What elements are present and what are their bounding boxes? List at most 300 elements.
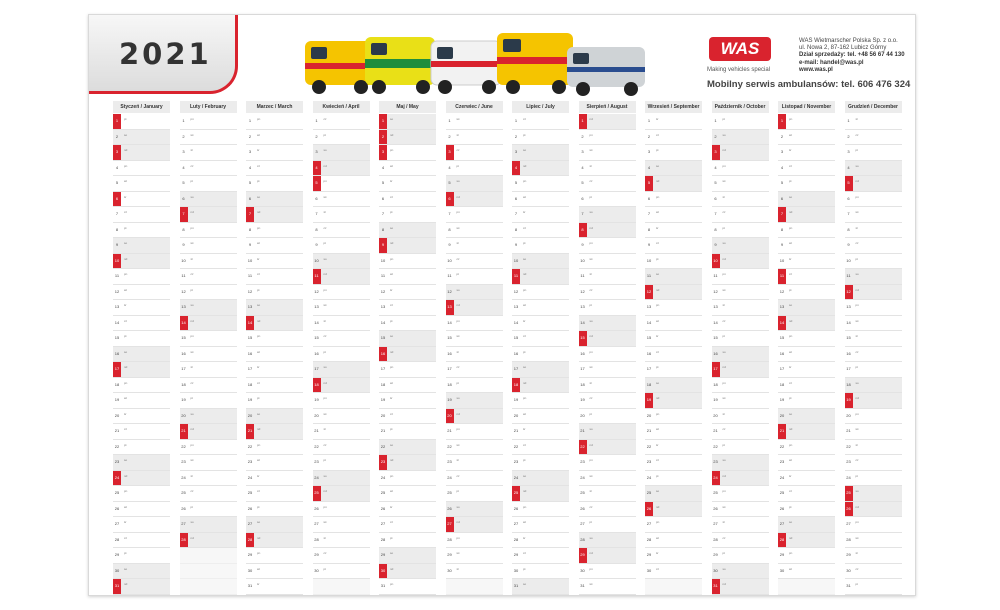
weekday-label: wt <box>323 411 327 416</box>
day-number: 12 <box>447 288 452 294</box>
weekday-label: nd <box>190 427 194 431</box>
weekday-label: pt <box>456 380 460 385</box>
weekday-label: pt <box>323 349 327 354</box>
day-row <box>778 300 835 316</box>
day-row <box>778 130 835 146</box>
weekday-label: nd <box>855 287 859 292</box>
day-number: 2 <box>714 133 717 139</box>
weekday-label: pt <box>722 442 726 447</box>
weekday-label: śr <box>190 473 193 478</box>
day-row <box>446 362 503 378</box>
year-title: 2021 <box>119 37 212 71</box>
day-row <box>379 471 436 487</box>
day-number: 24 <box>580 474 585 480</box>
day-row <box>778 424 835 440</box>
weekday-label: so <box>190 411 194 416</box>
weekday-label: nd <box>390 132 394 137</box>
day-row <box>313 486 370 502</box>
day-row <box>778 502 835 518</box>
day-row <box>446 254 503 270</box>
weekday-label: śr <box>789 365 792 369</box>
day-row <box>845 285 902 301</box>
day-number: 19 <box>247 397 253 402</box>
day-row <box>845 471 902 487</box>
day-row <box>712 409 769 425</box>
day-row <box>246 176 303 192</box>
day-number: 28 <box>114 536 120 542</box>
weekday-label: pn <box>323 287 327 292</box>
day-number: 2 <box>182 133 185 139</box>
day-number: 1 <box>579 114 587 129</box>
weekday-label: nd <box>523 380 527 385</box>
weekday-label: cz <box>190 272 194 276</box>
day-row <box>180 362 237 378</box>
day-number: 19 <box>713 397 718 402</box>
day-row <box>180 285 237 301</box>
day-number: 3 <box>581 149 584 154</box>
day-row <box>379 254 436 270</box>
day-row <box>379 424 436 440</box>
day-row <box>579 285 636 301</box>
day-row <box>512 285 569 301</box>
day-row <box>512 223 569 239</box>
weekday-label: cz <box>190 380 194 385</box>
weekday-label: so <box>789 194 793 199</box>
day-number: 7 <box>115 211 119 216</box>
day-row <box>313 238 370 254</box>
day-number: 31 <box>712 579 720 594</box>
day-row <box>645 176 702 192</box>
day-number: 13 <box>580 304 585 309</box>
day-number: 3 <box>712 145 720 160</box>
empty-day-row <box>180 579 237 595</box>
day-number: 6 <box>647 195 651 201</box>
day-row <box>645 316 702 332</box>
weekday-label: wt <box>257 349 260 354</box>
day-number: 7 <box>714 211 717 216</box>
day-row <box>246 269 303 285</box>
day-number: 25 <box>114 490 120 495</box>
day-number: 14 <box>246 316 254 331</box>
service-slogan: Mobilny serwis ambulansów: tel. 606 476 324 <box>707 79 911 90</box>
month-column <box>712 101 769 595</box>
day-number: 13 <box>446 300 454 315</box>
day-number: 2 <box>248 133 252 139</box>
weekday-label: wt <box>789 132 792 137</box>
day-row <box>113 161 170 177</box>
weekday-label: pt <box>523 241 526 245</box>
day-number: 17 <box>447 366 452 371</box>
day-number: 9 <box>714 242 717 247</box>
day-number: 3 <box>248 149 252 154</box>
day-row <box>579 486 636 502</box>
day-number: 12 <box>713 288 718 294</box>
day-row <box>313 471 370 487</box>
weekday-label: cz <box>257 380 260 385</box>
day-row <box>845 347 902 363</box>
day-row <box>645 533 702 549</box>
day-number: 8 <box>115 226 119 232</box>
day-number: 6 <box>581 195 584 201</box>
day-number: 30 <box>314 567 319 573</box>
weekday-label: śr <box>390 504 393 509</box>
weekday-label: śr <box>124 303 127 307</box>
day-row <box>113 471 170 487</box>
day-row <box>645 455 702 471</box>
weekday-label: nd <box>190 318 194 323</box>
day-row <box>845 207 902 223</box>
day-number: 23 <box>379 455 387 470</box>
day-number: 10 <box>646 257 652 263</box>
day-row <box>113 502 170 518</box>
weekday-label: so <box>589 427 593 431</box>
day-number: 3 <box>379 145 387 160</box>
day-number: 20 <box>314 412 319 418</box>
day-number: 19 <box>779 397 785 402</box>
day-row <box>113 517 170 533</box>
day-row <box>845 269 902 285</box>
day-row <box>113 440 170 456</box>
day-row <box>512 393 569 409</box>
day-number: 5 <box>514 180 518 185</box>
day-row <box>446 533 503 549</box>
weekday-label: so <box>390 225 394 230</box>
day-row <box>313 223 370 239</box>
day-row <box>645 378 702 394</box>
weekday-label: so <box>523 256 527 261</box>
day-row <box>180 533 237 549</box>
day-number: 1 <box>315 118 318 123</box>
day-row <box>778 409 835 425</box>
weekday-label: so <box>124 458 128 462</box>
weekday-label: pn <box>124 489 128 493</box>
day-row <box>579 114 636 130</box>
day-number: 16 <box>314 350 319 356</box>
empty-day-row <box>180 548 237 564</box>
weekday-label: pn <box>722 489 726 493</box>
day-row <box>313 362 370 378</box>
day-row <box>645 486 702 502</box>
weekday-label: śr <box>656 551 659 555</box>
day-number: 24 <box>779 474 785 480</box>
empty-day-row <box>313 579 370 595</box>
day-row <box>512 502 569 518</box>
day-row <box>180 455 237 471</box>
day-number: 5 <box>448 180 451 185</box>
day-row <box>778 207 835 223</box>
day-row <box>512 471 569 487</box>
day-number: 21 <box>513 428 519 433</box>
weekday-label: wt <box>589 473 593 478</box>
weekday-label: nd <box>456 194 460 199</box>
weekday-label: so <box>257 194 261 199</box>
day-number: 30 <box>247 567 253 573</box>
weekday-label: cz <box>124 318 127 323</box>
day-number: 30 <box>779 567 785 573</box>
day-number: 21 <box>114 428 120 433</box>
day-row <box>778 362 835 378</box>
day-number: 24 <box>380 474 386 480</box>
calendar-sheet <box>88 14 916 596</box>
weekday-label: pt <box>124 225 127 230</box>
day-row <box>845 579 902 595</box>
day-number: 17 <box>646 366 652 371</box>
day-number: 10 <box>314 257 319 263</box>
weekday-label: pt <box>390 210 393 214</box>
day-number: 8 <box>579 223 587 238</box>
day-row <box>645 362 702 378</box>
day-number: 18 <box>114 381 120 387</box>
day-row <box>113 300 170 316</box>
day-number: 20 <box>181 412 186 418</box>
day-row <box>845 331 902 347</box>
day-row <box>379 409 436 425</box>
weekday-label: wt <box>855 535 859 540</box>
weekday-label: wt <box>390 272 393 276</box>
day-number: 19 <box>181 397 186 402</box>
day-number: 16 <box>779 350 785 356</box>
day-number: 10 <box>447 257 452 263</box>
weekday-label: wt <box>855 210 859 214</box>
day-number: 10 <box>846 257 851 263</box>
day-number: 3 <box>647 149 651 154</box>
day-row <box>113 176 170 192</box>
weekday-label: śr <box>124 411 127 416</box>
weekday-label: pn <box>124 272 128 276</box>
weekday-label: cz <box>656 349 659 354</box>
day-number: 23 <box>646 459 652 464</box>
day-row <box>579 455 636 471</box>
day-number: 15 <box>380 335 386 340</box>
day-row <box>512 455 569 471</box>
weekday-label: so <box>523 148 527 152</box>
weekday-label: pn <box>789 225 793 230</box>
weekday-label: pt <box>523 132 526 137</box>
day-row <box>113 409 170 425</box>
day-row <box>712 145 769 161</box>
day-row <box>446 378 503 394</box>
day-row <box>512 486 569 502</box>
day-row <box>579 176 636 192</box>
weekday-label: pn <box>390 473 394 478</box>
weekday-label: cz <box>589 396 593 400</box>
day-number: 18 <box>380 381 386 387</box>
day-number: 4 <box>182 164 185 170</box>
month-header: Lipiec / July <box>512 101 569 113</box>
weekday-label: pn <box>656 411 660 416</box>
day-row <box>313 130 370 146</box>
weekday-label: pn <box>456 210 460 214</box>
day-number: 9 <box>182 242 185 247</box>
weekday-label: wt <box>257 566 260 571</box>
weekday-label: so <box>323 473 327 478</box>
weekday-label: śr <box>855 225 858 230</box>
day-row <box>446 347 503 363</box>
day-row <box>379 548 436 564</box>
day-number: 25 <box>779 490 785 495</box>
weekday-label: pt <box>656 256 659 261</box>
ambulance-vehicles-image <box>301 27 651 103</box>
day-number: 20 <box>446 409 454 424</box>
day-number: 30 <box>846 567 851 573</box>
day-number: 25 <box>380 490 386 495</box>
weekday-label: wt <box>656 210 659 214</box>
day-row <box>446 114 503 130</box>
day-row <box>180 238 237 254</box>
weekday-label: pn <box>456 427 460 431</box>
weekday-label: cz <box>124 427 127 431</box>
weekday-label: śr <box>257 256 260 261</box>
day-number: 20 <box>247 412 253 418</box>
day-row <box>313 300 370 316</box>
day-number: 11 <box>646 273 652 278</box>
day-number: 27 <box>314 521 319 526</box>
weekday-label: cz <box>855 458 859 462</box>
day-number: 5 <box>182 180 185 185</box>
day-row <box>512 533 569 549</box>
weekday-label: so <box>257 520 261 524</box>
weekday-label: so <box>656 380 660 385</box>
day-row <box>313 533 370 549</box>
day-row <box>778 486 835 502</box>
weekday-label: śr <box>390 396 393 400</box>
day-number: 18 <box>713 381 718 387</box>
weekday-label: cz <box>722 535 726 540</box>
weekday-label: so <box>190 194 194 199</box>
weekday-label: so <box>390 334 394 338</box>
day-number: 17 <box>113 362 121 377</box>
day-number: 26 <box>845 502 853 517</box>
day-row <box>113 223 170 239</box>
weekday-label: nd <box>456 411 460 416</box>
day-row <box>446 285 503 301</box>
day-number: 14 <box>846 319 851 325</box>
day-row <box>778 378 835 394</box>
weekday-label: so <box>722 458 726 462</box>
day-number: 17 <box>712 362 720 377</box>
day-number: 11 <box>181 273 186 278</box>
month-header: Styczeń / January <box>113 101 170 113</box>
day-row <box>379 362 436 378</box>
weekday-label: wt <box>456 442 460 447</box>
day-row <box>712 331 769 347</box>
day-number: 2 <box>847 133 850 139</box>
day-row <box>579 223 636 239</box>
day-number: 19 <box>645 393 653 408</box>
day-row <box>579 393 636 409</box>
month-header: Grudzień / December <box>845 101 902 113</box>
day-row <box>579 316 636 332</box>
day-row <box>512 269 569 285</box>
weekday-label: pn <box>190 334 194 338</box>
day-number: 13 <box>314 304 319 309</box>
weekday-label: pt <box>124 442 127 447</box>
day-number: 26 <box>380 505 386 511</box>
weekday-label: nd <box>722 365 726 369</box>
month-column <box>180 101 237 595</box>
weekday-label: pt <box>257 504 260 509</box>
day-row <box>379 176 436 192</box>
day-row <box>313 269 370 285</box>
day-row <box>180 145 237 161</box>
month-column <box>113 101 170 595</box>
day-number: 10 <box>712 254 720 269</box>
day-number: 15 <box>114 335 120 340</box>
day-row <box>379 486 436 502</box>
day-number: 1 <box>778 114 786 129</box>
day-row <box>712 347 769 363</box>
weekday-label: cz <box>323 442 327 447</box>
ambulance-green-yellow <box>365 37 435 94</box>
day-number: 23 <box>713 459 718 464</box>
day-row <box>113 254 170 270</box>
weekday-label: pn <box>722 380 726 385</box>
weekday-label: so <box>789 520 793 524</box>
day-row <box>379 161 436 177</box>
day-number: 15 <box>713 335 718 340</box>
weekday-label: wt <box>390 163 393 168</box>
weekday-label: wt <box>456 551 460 555</box>
weekday-label: wt <box>722 287 726 292</box>
weekday-label: pn <box>390 256 394 261</box>
day-number: 11 <box>778 269 786 284</box>
weekday-label: cz <box>722 210 726 214</box>
day-row <box>712 223 769 239</box>
weekday-label: cz <box>323 117 327 121</box>
weekday-label: pt <box>523 458 526 462</box>
weekday-label: wt <box>257 241 260 245</box>
weekday-label: pt <box>323 241 327 245</box>
day-row <box>712 564 769 580</box>
day-number: 16 <box>846 350 851 356</box>
weekday-label: so <box>589 535 593 540</box>
month-column <box>379 101 436 595</box>
weekday-label: pt <box>190 396 194 400</box>
weekday-label: nd <box>257 427 261 431</box>
day-number: 16 <box>379 347 387 362</box>
weekday-label: nd <box>124 582 128 586</box>
weekday-label: nd <box>523 272 527 276</box>
day-row <box>778 331 835 347</box>
weekday-label: nd <box>257 318 261 323</box>
day-row <box>379 207 436 223</box>
weekday-label: nd <box>722 582 726 586</box>
weekday-label: śr <box>589 380 592 385</box>
day-row <box>446 393 503 409</box>
company-sales: Dział sprzedaży: tel. +48 56 67 44 130 <box>799 52 905 59</box>
day-number: 24 <box>513 474 519 480</box>
day-number: 10 <box>779 257 785 263</box>
day-number: 11 <box>713 273 718 278</box>
day-number: 22 <box>713 443 718 449</box>
weekday-label: so <box>257 303 261 307</box>
day-row <box>645 238 702 254</box>
day-number: 16 <box>114 350 120 356</box>
weekday-label: wt <box>124 396 127 400</box>
day-number: 14 <box>380 319 386 325</box>
day-number: 24 <box>846 474 851 480</box>
weekday-label: śr <box>124 520 127 524</box>
weekday-label: so <box>523 473 527 478</box>
month-column <box>645 101 702 595</box>
day-number: 8 <box>847 226 850 232</box>
day-number: 31 <box>846 583 851 588</box>
day-number: 28 <box>180 533 188 548</box>
day-number: 28 <box>447 536 452 542</box>
day-number: 8 <box>315 226 318 232</box>
day-number: 28 <box>778 533 786 548</box>
day-row <box>446 207 503 223</box>
